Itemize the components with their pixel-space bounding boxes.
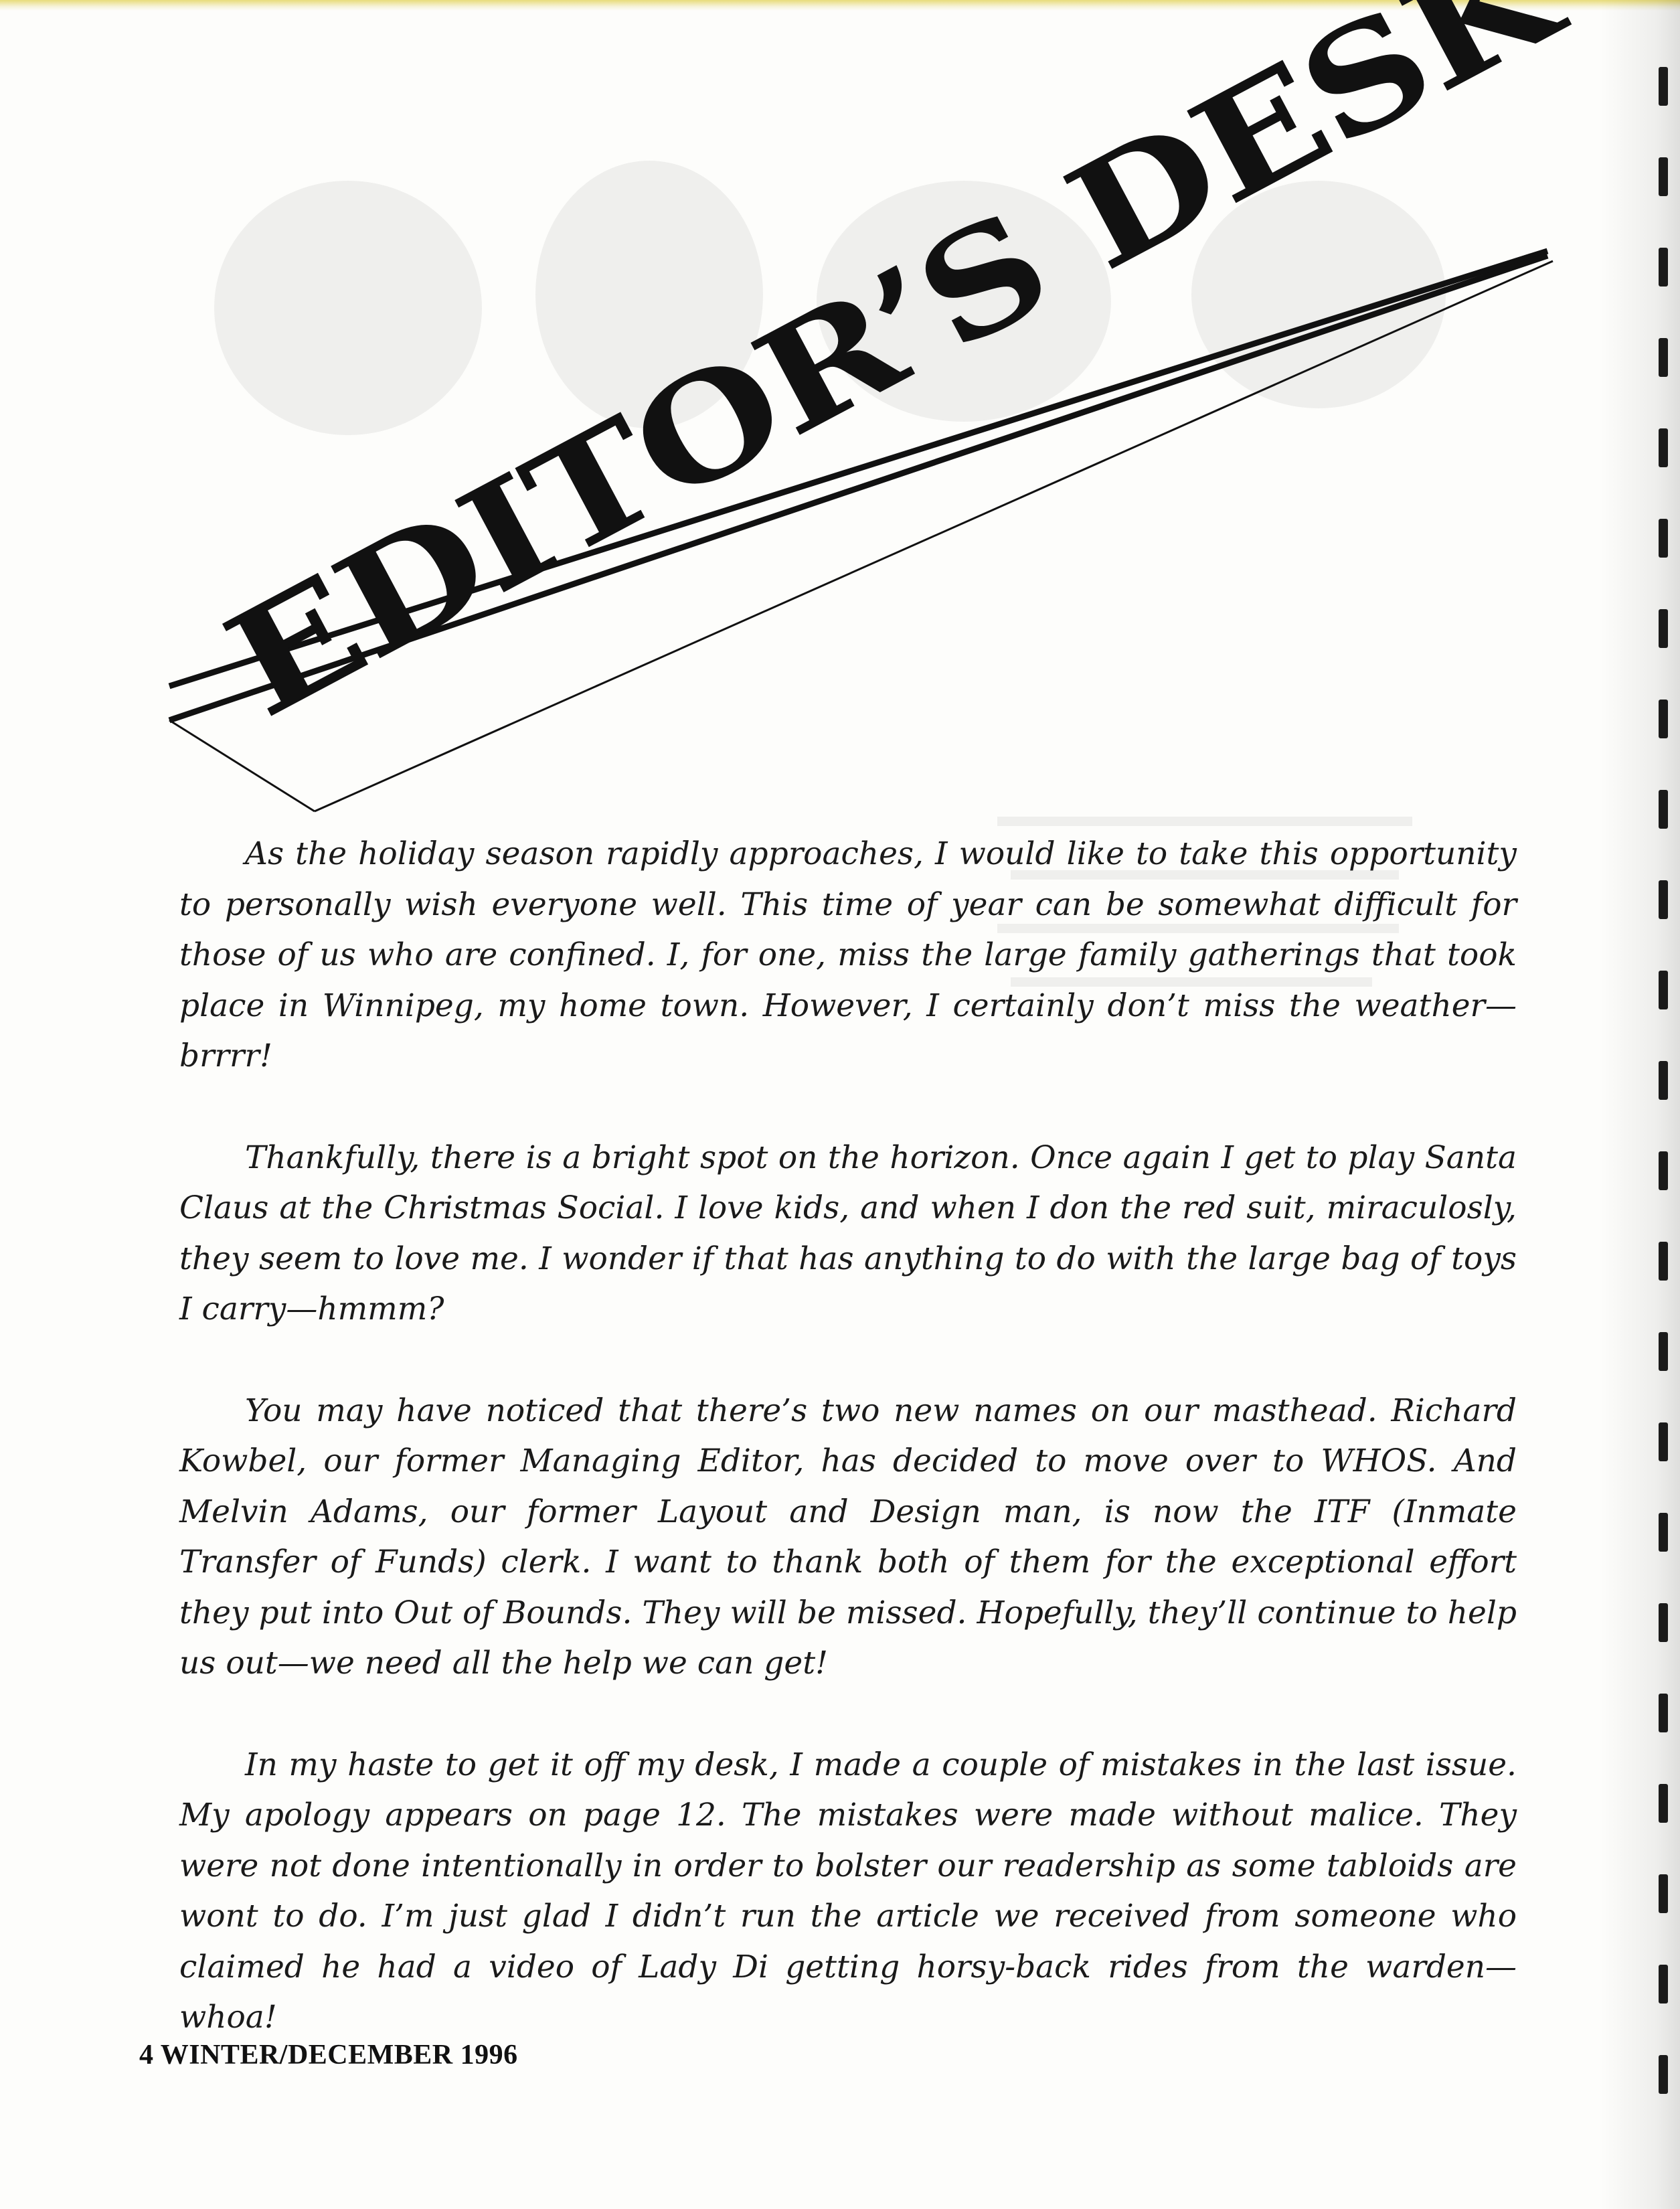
binding-hole — [1659, 1694, 1668, 1732]
binding-hole — [1659, 880, 1668, 919]
editorial-article — [179, 829, 1517, 2043]
binding-hole — [1659, 1965, 1668, 2003]
issue-date: WINTER/DECEMBER 1996 — [160, 2040, 518, 2070]
page-footer — [139, 2039, 518, 2071]
binding-hole — [1659, 1332, 1668, 1371]
binding-hole — [1659, 1603, 1668, 1642]
binding-hole — [1659, 1061, 1668, 1100]
editors-desk-banner — [0, 0, 1680, 870]
binding-hole — [1659, 1242, 1668, 1281]
binding-hole — [1659, 1151, 1668, 1190]
article-paragraph: In my haste to get it off my desk, I made a couple of mistakes in the last issue. My apology appears on page 12. The mistakes were made without malice. They were not done intentionally in order to bolster our readership as some tabloids are wont to do. I’m just glad I didn’t run the article we received from someone who claimed he had a video of Lady Di getting horsy-back rides from the warden—whoa! — [179, 1746, 1517, 2036]
binding-hole — [1659, 1874, 1668, 1913]
binding-hole — [1659, 1784, 1668, 1823]
page-number: 4 — [139, 2040, 154, 2070]
binding-hole — [1659, 1513, 1668, 1552]
article-paragraph: Thankfully, there is a bright spot on the horizon. Once again I get to play Santa Claus at the Christmas Social. I love kids, and when I don the red suit, miraculosly, they seem to love me. I wonder if that has anything to do with the large bag of toys I carry—hmmm? — [179, 1139, 1517, 1327]
article-paragraph: You may have noticed that there’s two new names on our masthead. Richard Kowbel, our former Managing Editor, has decided to move over to WHOS. And Melvin Adams, our former Layout and Design man, is now the ITF (Inmate Transfer of Funds) clerk. I want to thank both of them for the exceptional effort they put into Out of Bounds. They will be missed. Hopefully, they’ll continue to help us out—we need all the help we can get! — [179, 1392, 1517, 1682]
article-paragraph: As the holiday season rapidly approaches, I would like to take this opportunity to personally wish everyone well. This time of year can be somewhat difficult for those of us who are confined. I, for one, miss the large family gatherings that took place in Winnipeg, my home town. However, I certainly don’t miss the weather—brrrr! — [179, 835, 1517, 1074]
binding-hole — [1659, 1422, 1668, 1461]
binding-hole — [1659, 2055, 1668, 2094]
banner-title: EDITOR’S DESK — [201, 2, 1407, 750]
binding-hole — [1659, 971, 1668, 1009]
